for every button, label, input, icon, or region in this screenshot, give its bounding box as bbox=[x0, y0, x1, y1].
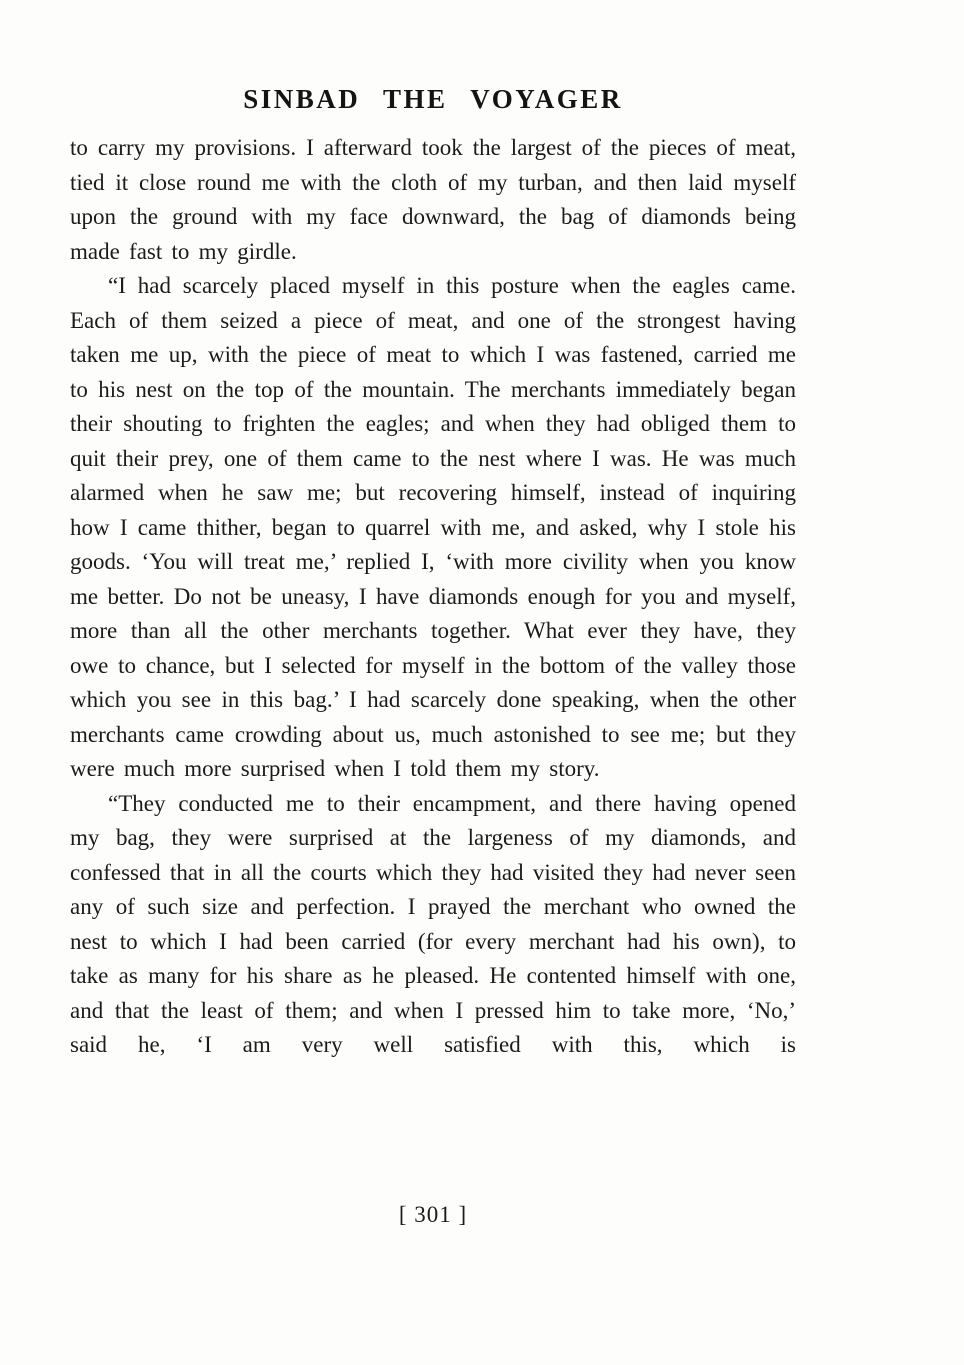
page-number: [ 301 ] bbox=[398, 1202, 468, 1227]
paragraph: “I had scarcely placed myself in this posture when the eagles came. Each of them seized a piece of meat, and one of the strongest having taken me up, with the piece of meat to which I was fastened, carried me to his nest on the top of the mountain. The merchants immediately began their shouting to frighten the eagles; and when they had obliged them to quit their prey, one of them came to the nest where I was. He was much alarmed when he saw me; but recovering himself, instead of inquiring how I came thither, began to quarrel with me, and asked, why I stole his goods. ‘You will treat me,’ replied I, ‘with more civility when you know me better. Do not be uneasy, I have diamonds enough for you and myself, more than all the other merchants together. What ever they have, they owe to chance, but I selected for myself in the bottom of the valley those which you see in this bag.’ I had scarcely done speaking, when the other merchants came crowding about us, much astonished to see me; but they were much more surprised when I told them my story. bbox=[70, 273, 796, 781]
text-block bbox=[70, 131, 796, 1063]
paragraph-continuation: to carry my provisions. I afterward took the largest of the pieces of meat, tied it close round me with the cloth of my turban, and then laid myself upon the ground with my face downward, the bag of diamonds being made fast to my girdle. bbox=[70, 135, 796, 264]
page-header: SINBAD THE VOYAGER bbox=[243, 84, 623, 114]
paragraph: “They conducted me to their encampment, and there having opened my bag, they were surprised at the largeness of my diamonds, and confessed that in all the courts which they had visited they had never seen any of such size and perfection. I prayed the merchant who owned the nest to which I had been carried (for every merchant had his own), to take as many for his share as he pleased. He contented himself with one, and that the least of them; and when I pressed him to take more, ‘No,’ said he, ‘I am very well satisfied with this, which is bbox=[70, 790, 796, 1057]
